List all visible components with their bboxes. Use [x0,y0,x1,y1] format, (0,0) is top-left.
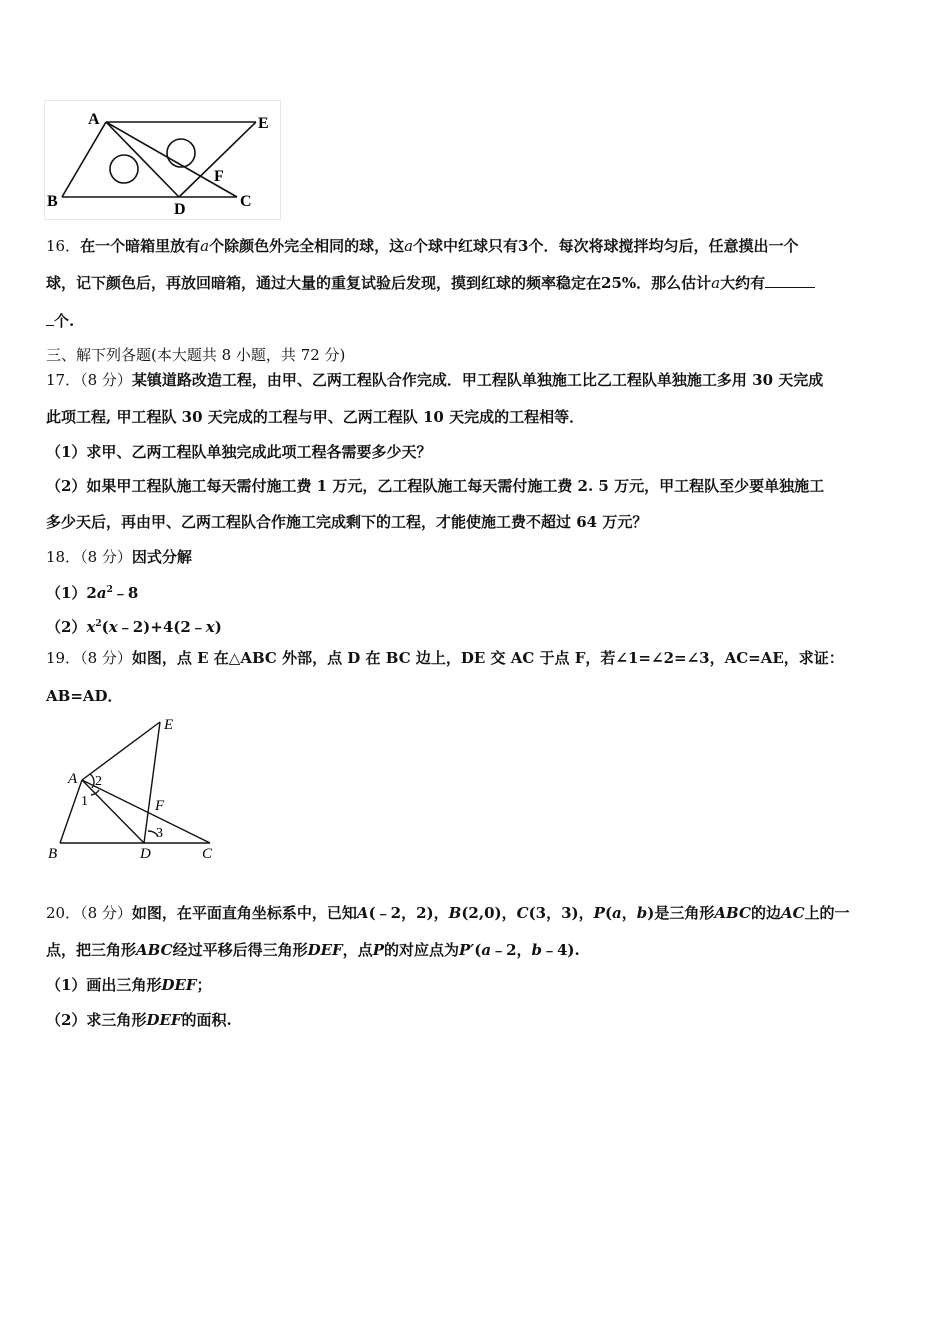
q16-text: 个除颜色外完全相同的球，这 [209,237,405,255]
var-x: x [108,618,118,636]
var-x: x [86,618,96,636]
math-paren: ( [101,618,109,636]
q17-part1-text: （1）求甲、乙两工程队单独完成此项工程各需要多少天？ [46,443,432,461]
q17-part2-text: 多少天后，再由甲、乙两工程队合作施工完成剩下的工程，才能使施工费不超过 64 万元？ [46,513,648,531]
label-C: C [202,846,213,862]
var-a: a [96,584,107,602]
label-C: C [240,193,252,210]
exponent: 2 [106,585,113,595]
label-A: A [68,771,78,787]
q20-text: 的对应点为 [383,941,459,959]
q16-line1 [46,236,799,256]
figure-triangle-svg [44,712,224,862]
q18-part1-prefix: （1）2 [46,584,97,602]
side-AC: AC [780,904,805,922]
angle-1-label: 1 [81,794,88,809]
q16-text: 个．每次将球搅拌均匀后，任意摸出一个 [528,237,799,255]
var-b: b [531,941,542,959]
point-P: P [372,941,384,959]
q18-number: 18． [46,548,81,566]
figure-triangle [44,712,224,862]
triangle-ABC: ABC [136,941,173,959]
q17-text: 某镇道路改造工程，由甲、乙两工程队合作完成．甲工程队单独施工比乙工程队单独施工多用 30 天完成 [131,371,824,389]
q17-part2-line2 [46,512,647,532]
point-B: B [448,904,462,922]
q19-line2 [46,686,123,706]
coord-C: (3，3)， [528,904,594,922]
coord-B: (2,0)， [461,904,517,922]
point-P-prime: P′ [458,941,475,959]
q19-text: 如图，点 E 在△ABC 外部，点 D 在 BC 边上，DE 交 AC 于点 F，若∠1=∠2=∠3，AC=AE，求证： [131,649,844,667]
q16-number: 16． [46,237,81,255]
q17-part2-line1 [46,476,824,496]
point-P: P [593,904,605,922]
triangle-DEF: DEF [307,941,343,959]
q18-part2-prefix: （2） [46,618,87,636]
section-title: 三、解下列各题(本大题共 8 小题，共 72 分) [46,346,346,364]
label-F: F [155,798,165,814]
q18-line1 [46,547,192,567]
q17-score: （8 分） [80,371,132,389]
q20-part1-text: （1）画出三角形 [46,976,162,994]
q16-text: 在一个暗箱里放有 [80,237,201,255]
var-b: b [636,904,648,922]
label-B: B [47,193,58,210]
var-x: x [205,618,215,636]
point-A: A [356,904,369,922]
q20-text: 的边 [750,904,781,922]
q16-percent: 25% [601,274,637,292]
angle-2-label: 2 [95,774,102,789]
q16-text: 个. [54,312,75,330]
q20-line1 [46,903,850,923]
q20-score: （8 分） [80,904,132,922]
q16-text: 球，记下颜色后，再放回暗箱，通过大量的重复试验后发现，摸到红球的频率稳定在 [46,274,602,292]
q20-text: 经过平移后得三角形 [172,941,308,959]
triangle-DEF: DEF [146,1011,182,1029]
figure-parallelogram [44,100,282,220]
q17-line1 [46,370,823,390]
coord-A: (﹣2，2)， [368,904,449,922]
angle-3-label: 3 [156,826,163,841]
math-text: ﹣2)+4(2﹣ [117,618,206,636]
math-paren: ( [604,904,613,922]
q20-text: ，点 [342,941,373,959]
var-a: a [200,237,210,255]
q20-part1-suffix: ； [196,976,212,994]
label-E: E [164,717,174,733]
q16-text: 个球中红球只有 [413,237,519,255]
q18-score: （8 分） [80,548,132,566]
q20-line2 [46,940,580,960]
var-a: a [481,941,492,959]
math-paren: ) [214,618,222,636]
q19-number: 19． [46,649,81,667]
q17-text: 此项工程, 甲工程队 30 天完成的工程与甲、乙两工程队 10 天完成的工程相等． [46,408,585,426]
q20-number: 20． [46,904,81,922]
q20-text: 如图，在平面直角坐标系中，已知 [131,904,357,922]
math-paren: ( [474,941,482,959]
label-E: E [258,115,269,132]
q18-part1 [46,580,138,603]
triangle-DEF: DEF [161,976,197,994]
q20-text: )是三角形 [647,904,715,922]
label-D: D [140,846,151,862]
label-B: B [48,846,58,862]
label-A: A [88,111,100,128]
math-comma: ， [621,904,637,922]
answer-blank-continued [46,325,54,326]
q16-line2 [46,273,815,293]
section-heading [46,345,345,365]
q18-part2 [46,614,222,637]
q19-score: （8 分） [80,649,132,667]
q20-part2 [46,1010,232,1030]
q20-part1 [46,975,212,995]
label-F: F [214,168,224,185]
q19-line1 [46,648,844,668]
q20-part2-text: （2）求三角形 [46,1011,147,1029]
q16-text: 大约有 [720,274,766,292]
q16-line3 [46,311,74,331]
label-D: D [174,201,186,218]
q20-part2-suffix: 的面积. [181,1011,232,1029]
var-a: a [404,237,414,255]
q18-part1-suffix: ﹣8 [112,584,139,602]
q16-text: ．那么估计 [636,274,712,292]
point-C: C [516,904,529,922]
q20-text: 点，把三角形 [46,941,137,959]
exponent: 2 [95,619,102,629]
q16-number-3: 3 [518,237,529,255]
q19-text: AB=AD． [46,687,123,705]
q20-text: 上的一 [804,904,850,922]
math-text: ﹣2， [491,941,532,959]
figure-parallelogram-svg [44,100,282,220]
q17-number: 17． [46,371,81,389]
triangle-ABC: ABC [714,904,751,922]
var-a: a [612,904,622,922]
var-a: a [711,274,721,292]
q17-line2 [46,407,584,427]
q18-title: 因式分解 [131,548,192,566]
answer-blank[interactable] [765,287,815,288]
q17-part2-text: （2）如果甲工程队施工每天需付施工费 1 万元，乙工程队施工每天需付施工费 2. 5 万元，甲工程队至少要单独施工 [46,477,825,495]
math-text: ﹣4). [542,941,580,959]
q17-part1 [46,442,431,462]
